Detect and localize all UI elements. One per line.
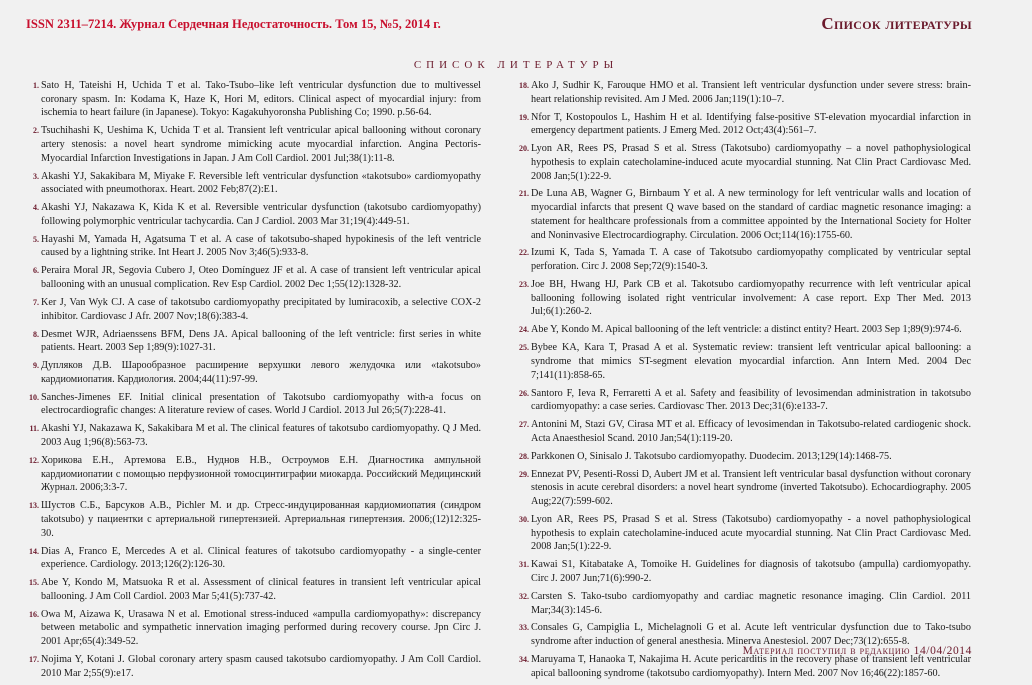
reference-text: Akashi YJ, Sakakibara M, Miyake F. Reversible left ventricular dysfunction «takotsubo» cardiomyopathy associated with pneumothorax. Heart. 2002 Feb;87(2):E1. [41, 170, 481, 196]
reference-number: 5. [33, 234, 39, 244]
page-title: СПИСОК ЛИТЕРАТУРЫ [413, 59, 619, 71]
reference-item [515, 323, 971, 337]
reference-text: Sanches-Jimenes EF. Initial clinical presentation of Takotsubo cardiomyopathy with-a focus on electrocardiografic changes: A literature review of cases. World J Cardiol. 2013 Jul 26;5(7):228-41. [41, 391, 481, 417]
reference-text: Peraira Moral JR, Segovia Cubero J, Oteo Domínguez JF et al. A case of transient left ventricular apical ballooning with an unusual complication. Rev Esp Cardiol. 2002 Dec 1;55(12):1328-32. [41, 265, 481, 291]
reference-number: 25. [519, 343, 529, 353]
reference-number: 2. [33, 126, 39, 136]
reference-number: 29. [519, 469, 529, 479]
reference-item [25, 79, 481, 120]
reference-item [25, 422, 481, 449]
reference-number: 8. [33, 329, 39, 339]
references-right-column [515, 79, 971, 685]
reference-item [515, 653, 971, 680]
reference-item [515, 558, 971, 585]
reference-number: 15. [29, 578, 39, 588]
reference-item [515, 590, 971, 617]
reference-number: 30. [519, 514, 529, 524]
reference-text: Abe Y, Kondo M, Matsuoka R et al. Assessment of clinical features in transient left ventricular apical ballooning. J Am Coll Cardiol. 2003 Mar 5;41(5):737-42. [41, 577, 481, 602]
reference-number: 3. [33, 171, 39, 181]
reference-item [515, 142, 971, 183]
reference-item [25, 328, 481, 355]
reference-item [25, 201, 481, 228]
reference-number: 22. [519, 248, 529, 258]
reference-number: 1. [33, 81, 39, 90]
reference-number: 31. [519, 560, 529, 570]
reference-item [25, 499, 481, 540]
reference-text: Bybee KA, Kara T, Prasad A et al. Systematic review: transient left ventricular apical ballooning: a syndrome that mimics ST-segment elevation myocardial infarction. Ann Intern Med. 2004 Dec 7;141(11):858-65. [531, 342, 971, 381]
reference-number: 12. [29, 455, 39, 465]
reference-number: 11. [29, 424, 39, 434]
section-header: Список литературы [821, 14, 972, 33]
reference-item [515, 79, 971, 106]
reference-text: Dias A, Franco E, Mercedes A et al. Clinical features of takotsubo cardiomyopathy - a single-center experience. Cardiology. 2013;126(2):126-30. [41, 545, 481, 571]
reference-number: 17. [29, 655, 39, 665]
reference-number: 4. [33, 203, 39, 213]
reference-number: 9. [33, 361, 39, 371]
reference-item [25, 170, 481, 197]
reference-number: 34. [519, 655, 529, 665]
reference-item [25, 653, 481, 680]
reference-text: Ako J, Sudhir K, Farouque HMO et al. Transient left ventricular dysfunction under severe stress: brain-heart relationship revisited. Am J Med. 2006 Jan;119(1):10–7. [531, 80, 971, 105]
reference-text: Nojima Y, Kotani J. Global coronary artery spasm caused takotsubo cardiomyopathy. J Am Coll Cardiol. 2010 Mar 2;55(9):e17. [41, 654, 481, 679]
reference-number: 18. [519, 81, 529, 90]
reference-text: Ennezat PV, Pesenti-Rossi D, Aubert JM et al. Transient left ventricular basal dysfunction without coronary stenosis in acute cerebral disorders: a novel heart syndrome (inverted Takotsubo). Echocardiography. 2005 Aug;22(7):599-602. [531, 468, 971, 508]
reference-number: 28. [519, 451, 529, 461]
reference-item [515, 278, 971, 319]
reference-text: Akashi YJ, Nakazawa K, Kida K et al. Reversible ventricular dysfunction (takotsubo cardiomyopathy) following polymorphic ventricular tachycardia. Can J Cardiol. 2003 Mar 31;19(4):449-51. [41, 202, 481, 227]
reference-text: Santoro F, Ieva R, Ferraretti A et al. Safety and feasibility of levosimendan administration in takotsubo cardiomyopathy: a case series. Cardiovasc Ther. 2013 Dec;31(6):e133-7. [531, 387, 971, 413]
reference-number: 33. [519, 623, 529, 633]
reference-number: 24. [519, 325, 529, 335]
reference-item [25, 454, 481, 495]
reference-text: Kawai S1, Kitabatake A, Tomoike H. Guidelines for diagnosis of takotsubo (ampulla) cardiomyopathy. Circ J. 2007 Jun;71(6):990-2. [531, 559, 971, 584]
reference-item [515, 111, 971, 138]
reference-item [515, 341, 971, 382]
reference-text: Шустов С.Б., Барсуков А.В., Pichler M. и др. Стресс-индуцированная кардиомиопатия (синдром takotsubo) у пациентки с артериальной гипертензией. Артериальная гипертензия. 2006;(12)12:325-30. [41, 500, 481, 539]
reference-item [515, 187, 971, 242]
reference-text: Antonini M, Stazi GV, Cirasa MT et al. Efficacy of levosimendan in Takotsubo-related cardiogenic shock. Acta Anaesthesiol Scand. 2010 Jan;54(1):119-20. [531, 419, 971, 444]
received-date-note: Материал поступил в редакцию 14/04/2014 [742, 645, 972, 657]
reference-item [515, 513, 971, 554]
reference-number: 26. [519, 388, 529, 398]
reference-text: Akashi YJ, Nakazawa K, Sakakibara M et al. The clinical features of takotsubo cardiomyopathy. Q J Med. 2003 Aug 1;96(8):563-73. [41, 423, 481, 449]
reference-text: Ker J, Van Wyk CJ. A case of takotsubo cardiomyopathy precipitated by lumiracoxib, a selective COX-2 inhibitor. Cardiovasc J Afr. 2007 Nov;18(6):383-4. [41, 296, 481, 322]
reference-text: Parkkonen O, Sinisalo J. Takotsubo cardiomyopathy. Duodecim. 2013;129(14):1468-75. [531, 450, 892, 462]
reference-text: Maruyama T, Hanaoka T, Nakajima H. Acute pericarditis in the recovery phase of transient left ventricular apical ballooning syndrome (takotsubo cardiomyopathy). Intern Med. 2007 Nov 16;46(22):1857-60. [531, 654, 971, 679]
reference-item [25, 124, 481, 165]
references-left-column [25, 79, 481, 685]
reference-number: 23. [519, 280, 529, 290]
reference-number: 16. [29, 609, 39, 619]
reference-text: Owa M, Aizawa K, Urasawa N et al. Emotional stress-induced «ampulla cardiomyopathy»: discrepancy between metabolic and sympathetic innervation imaging performed during recovery course. Jpn Circ J. 2001 Apr;65(4):349-52. [41, 608, 481, 648]
reference-number: 7. [33, 297, 39, 307]
reference-item [25, 359, 481, 386]
reference-text: Consales G, Campiglia L, Michelagnoli G et al. Acute left ventricular dysfunction due to Tako-tsubo syndrome after induction of general anesthesia. Minerva Anestesiol. 2007 Dec;73(12):655-8. [531, 622, 971, 648]
reference-item [25, 264, 481, 291]
journal-header: ISSN 2311–7214. Журнал Сердечная Недостаточность. Том 15, №5, 2014 г. [26, 17, 441, 31]
reference-text: Desmet WJR, Adriaenssens BFM, Dens JA. Apical ballooning of the left ventricle: first series in white patients. Heart. 2003 Sep 1;89(9):1027-31. [41, 328, 481, 354]
reference-text: Abe Y, Kondo M. Apical ballooning of the left ventricle: a distinct entity? Heart. 2003 Sep 1;89(9):974-6. [531, 324, 962, 336]
reference-item [25, 233, 481, 260]
reference-item [515, 450, 971, 464]
reference-text: Nfor T, Kostopoulos L, Hashim H et al. Identifying false-positive ST-elevation myocardial infarction in emergency department patients. J Emerg Med. 2012 Oct;43(4):561–7. [531, 111, 971, 137]
reference-item [515, 246, 971, 273]
reference-text: Carsten S. Tako-tsubo cardiomyopathy and cardiac magnetic resonance imaging. Clin Cardiol. 2011 Mar;34(3):145-6. [531, 590, 971, 616]
reference-item [25, 296, 481, 323]
reference-number: 32. [519, 591, 529, 601]
reference-number: 27. [519, 420, 529, 430]
reference-number: 13. [29, 501, 39, 511]
reference-item [25, 545, 481, 572]
reference-text: Хорикова Е.Н., Артемова Е.В., Нуднов Н.В., Остроумов Е.Н. Диагностика ампульной кардиомиопатии с помощью перфузионной томосцинтиграфии миокарда. Российский Медицинский Журнал. 2006;3:3-7. [41, 454, 481, 494]
reference-item [25, 391, 481, 418]
reference-item [515, 468, 971, 509]
reference-text: Lyon AR, Rees PS, Prasad S et al. Stress (Takotsubo) cardiomyopathy – a novel pathophysiological hypothesis to explain catecholamine-induced acute myocardial stunning. Nat Clin Pract Cardiovasc Med. 2008 Jan;5(1):22-9. [531, 143, 971, 182]
reference-number: 14. [29, 546, 39, 556]
reference-item [515, 418, 971, 445]
reference-item [25, 576, 481, 603]
reference-number: 6. [33, 266, 39, 276]
reference-text: Tsuchihashi K, Ueshima K, Uchida T et al. Transient left ventricular apical ballooning without coronary artery stenosis: a novel heart syndrome mimicking acute myocardial infarction. Angina Pectoris-Myocardial Infarction Investigations in Japan. J Am Coll Cardiol. 2001 Jul;38(1):11-8. [41, 125, 481, 164]
reference-number: 10. [29, 392, 39, 402]
reference-number: 20. [519, 144, 529, 154]
reference-text: Joe BH, Hwang HJ, Park CB et al. Takotsubo cardiomyopathy recurrence with left ventricular apical ballooning following isolated right ventricular involvement: A case report. Exp Ther Med. 2013 Jul;6(1):260-2. [531, 279, 971, 318]
reference-text: Дупляков Д.В. Шарообразное расширение верхушки левого желудочка или «takotsubo» кардиомиопатия. Кардиология. 2004;44(11):97-99. [41, 360, 481, 385]
reference-text: Hayashi M, Yamada H, Agatsuma T et al. A case of takotsubo-shaped hypokinesis of the left ventricle caused by a lightning strike. Int Heart J. 2005 Nov 3;46(5):933-8. [41, 233, 481, 259]
reference-number: 19. [519, 112, 529, 122]
reference-item [515, 387, 971, 414]
reference-number: 21. [519, 189, 529, 199]
reference-text: Sato H, Tateishi H, Uchida T et al. Tako-Tsubo–like left ventricular dysfunction due to multivessel coronary spasm. In: Kodama K, Haze K, Hori M, editors. Clinical aspect of myocardial injury: from ischemia to heart failure (in Japanese). Tokyo: Kagakuhyoronsha Publishing Co; 1990. p.56-64. [41, 80, 481, 119]
reference-item [25, 608, 481, 649]
reference-text: Lyon AR, Rees PS, Prasad S et al. Stress (Takotsubo) cardiomyopathy - a novel pathophysiological hypothesis to explain catecholamine-induced acute myocardial stunning. Nat Clin Pract Cardiovasc Med. 2008 Jan;5(1):22-9. [531, 513, 971, 553]
reference-text: De Luna AB, Wagner G, Birnbaum Y et al. A new terminology for left ventricular walls and location of myocardial infarcts that present Q wave based on the standard of cardiac magnetic resonance imaging: a statement for healthcare professionals from a committee appointed by the International Society for Holter and Noninvasive Electrocardiography. Circulation. 2006 Oct;114(16):1755-60. [531, 188, 971, 241]
reference-text: Izumi K, Tada S, Yamada T. A case of Takotsubo cardiomyopathy complicated by ventricular septal perforation. Circ J. 2008 Sep;72(9):1540-3. [531, 247, 971, 273]
